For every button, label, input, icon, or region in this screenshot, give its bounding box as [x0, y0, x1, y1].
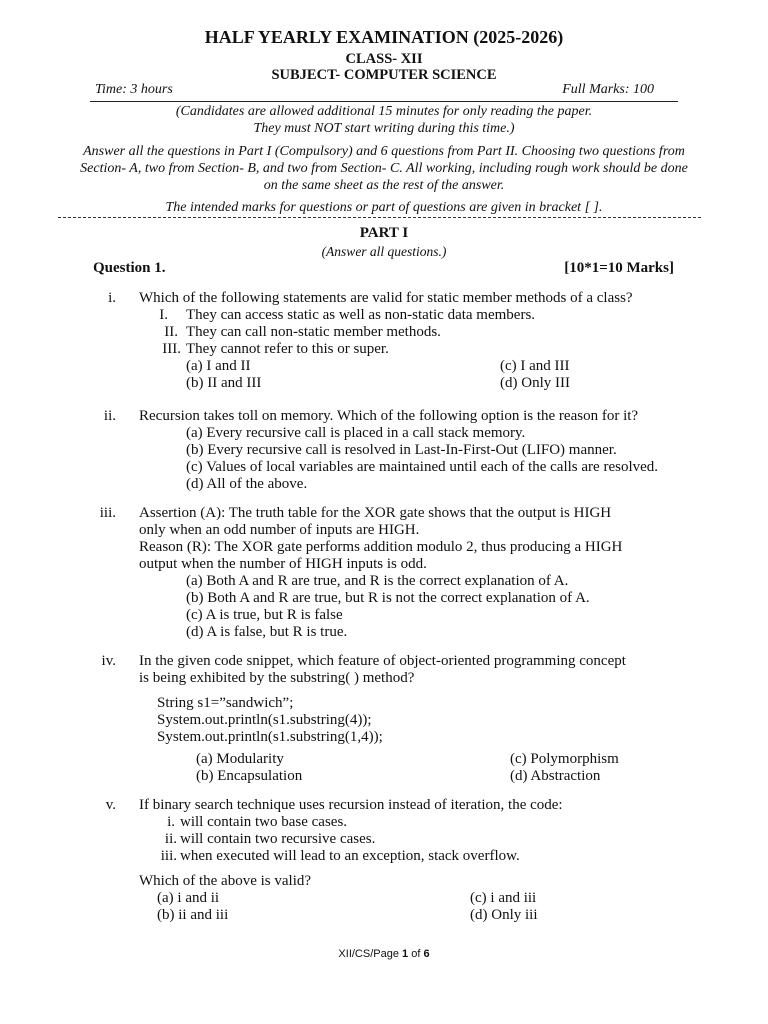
answer-instruction-line-3: on the same sheet as the rest of the answer. — [263, 178, 505, 193]
q3-number: iii. — [99, 505, 116, 521]
q4-number: iv. — [101, 653, 116, 669]
q1-option-d: (d) Only III — [500, 375, 570, 391]
q5-statement-1-number: i. — [167, 814, 175, 830]
dashed-divider — [58, 217, 701, 218]
q3-assertion-line-2: only when an odd number of inputs are HIGH. — [139, 522, 420, 538]
q2-option-b: (b) Every recursive call is resolved in Last-In-First-Out (LIFO) manner. — [186, 442, 617, 458]
q1-option-c: (c) I and III — [500, 358, 570, 374]
part-title: PART I — [359, 225, 409, 241]
q1-statement-1: They can access static as well as non-static data members. — [186, 307, 536, 323]
marks-note: The intended marks for questions or part of questions are given in bracket [ ]. — [165, 200, 603, 215]
footer-page-total: 6 — [423, 948, 430, 960]
reading-note-line-2: They must NOT start writing during this time.) — [253, 121, 515, 136]
q1-statement-2: They can call non-static member methods. — [186, 324, 441, 340]
q3-reason-line-1: Reason (R): The XOR gate performs addition modulo 2, thus producing a HIGH — [139, 539, 623, 555]
q1-statement-2-number: II. — [164, 324, 178, 340]
q4-option-d: (d) Abstraction — [510, 768, 601, 784]
q4-option-c: (c) Polymorphism — [510, 751, 619, 767]
q5-option-d: (d) Only iii — [470, 907, 538, 923]
time-label: Time: 3 hours — [95, 82, 173, 97]
answer-instruction-line-1: Answer all the questions in Part I (Compulsory) and 6 questions from Part II. Choosing two questions from — [83, 144, 685, 159]
q3-assertion-line-1: Assertion (A): The truth table for the XOR gate shows that the output is HIGH — [139, 505, 612, 521]
q5-statement-3-number: iii. — [160, 848, 177, 864]
q5-option-a: (a) i and ii — [157, 890, 220, 906]
part-subtitle: (Answer all questions.) — [321, 244, 447, 259]
q5-statement-2: will contain two recursive cases. — [180, 831, 376, 847]
q1-statement-3: They cannot refer to this or super. — [186, 341, 389, 357]
q5-prompt: Which of the above is valid? — [139, 873, 312, 889]
q1-option-a: (a) I and II — [186, 358, 251, 374]
q5-statement-3: when executed will lead to an exception, stack overflow. — [180, 848, 520, 864]
q1-number: i. — [108, 290, 116, 306]
q2-option-d: (d) All of the above. — [186, 476, 308, 492]
q4-text-line-1: In the given code snippet, which feature of object-oriented programming concept — [139, 653, 626, 669]
q2-text: Recursion takes toll on memory. Which of the following option is the reason for it? — [139, 408, 639, 424]
answer-instruction-line-2: Section- A, two from Section- B, and two from Section- C. All working, including rough work should be done — [80, 161, 688, 176]
q3-reason-line-2: output when the number of HIGH inputs is odd. — [139, 556, 427, 572]
q2-number: ii. — [103, 408, 116, 424]
question-marks: [10*1=10 Marks] — [564, 260, 674, 276]
q5-text: If binary search technique uses recursion instead of iteration, the code: — [139, 797, 563, 813]
q4-text-line-2: is being exhibited by the substring( ) method? — [139, 670, 415, 686]
page-footer — [0, 948, 768, 960]
header-rule — [90, 101, 678, 102]
q3-option-a: (a) Both A and R are true, and R is the correct explanation of A. — [186, 573, 569, 589]
q5-statement-1: will contain two base cases. — [180, 814, 348, 830]
footer-page-number: 1 — [402, 948, 409, 960]
q3-option-b: (b) Both A and R are true, but R is not the correct explanation of A. — [186, 590, 590, 606]
q1-statement-3-number: III. — [162, 341, 181, 357]
footer-of: of — [408, 948, 424, 960]
q5-number: v. — [105, 797, 116, 813]
q5-option-b: (b) ii and iii — [157, 907, 229, 923]
q1-text: Which of the following statements are valid for static member methods of a class? — [139, 290, 633, 306]
footer-prefix: XII/CS/Page — [338, 948, 403, 960]
q4-option-a: (a) Modularity — [196, 751, 284, 767]
q2-option-a: (a) Every recursive call is placed in a call stack memory. — [186, 425, 526, 441]
q4-code-line-3: System.out.println(s1.substring(1,4)); — [157, 729, 383, 745]
full-marks-label: Full Marks: 100 — [562, 82, 654, 97]
q4-option-b: (b) Encapsulation — [196, 768, 303, 784]
q2-option-c: (c) Values of local variables are maintained until each of the calls are resolved. — [186, 459, 659, 475]
exam-title: HALF YEARLY EXAMINATION (2025-2026) — [204, 27, 564, 47]
q5-statement-2-number: ii. — [164, 831, 177, 847]
q3-option-d: (d) A is false, but R is true. — [186, 624, 348, 640]
q1-statement-1-number: I. — [159, 307, 168, 323]
q3-option-c: (c) A is true, but R is false — [186, 607, 343, 623]
question-heading: Question 1. — [93, 260, 166, 276]
q4-code-line-2: System.out.println(s1.substring(4)); — [157, 712, 372, 728]
reading-note-line-1: (Candidates are allowed additional 15 minutes for only reading the paper. — [175, 104, 593, 119]
class-label: CLASS- XII — [345, 51, 423, 67]
q5-option-c: (c) i and iii — [470, 890, 537, 906]
subject-label: SUBJECT- COMPUTER SCIENCE — [271, 67, 497, 83]
q1-option-b: (b) II and III — [186, 375, 262, 391]
q4-code-line-1: String s1=”sandwich”; — [157, 695, 294, 711]
